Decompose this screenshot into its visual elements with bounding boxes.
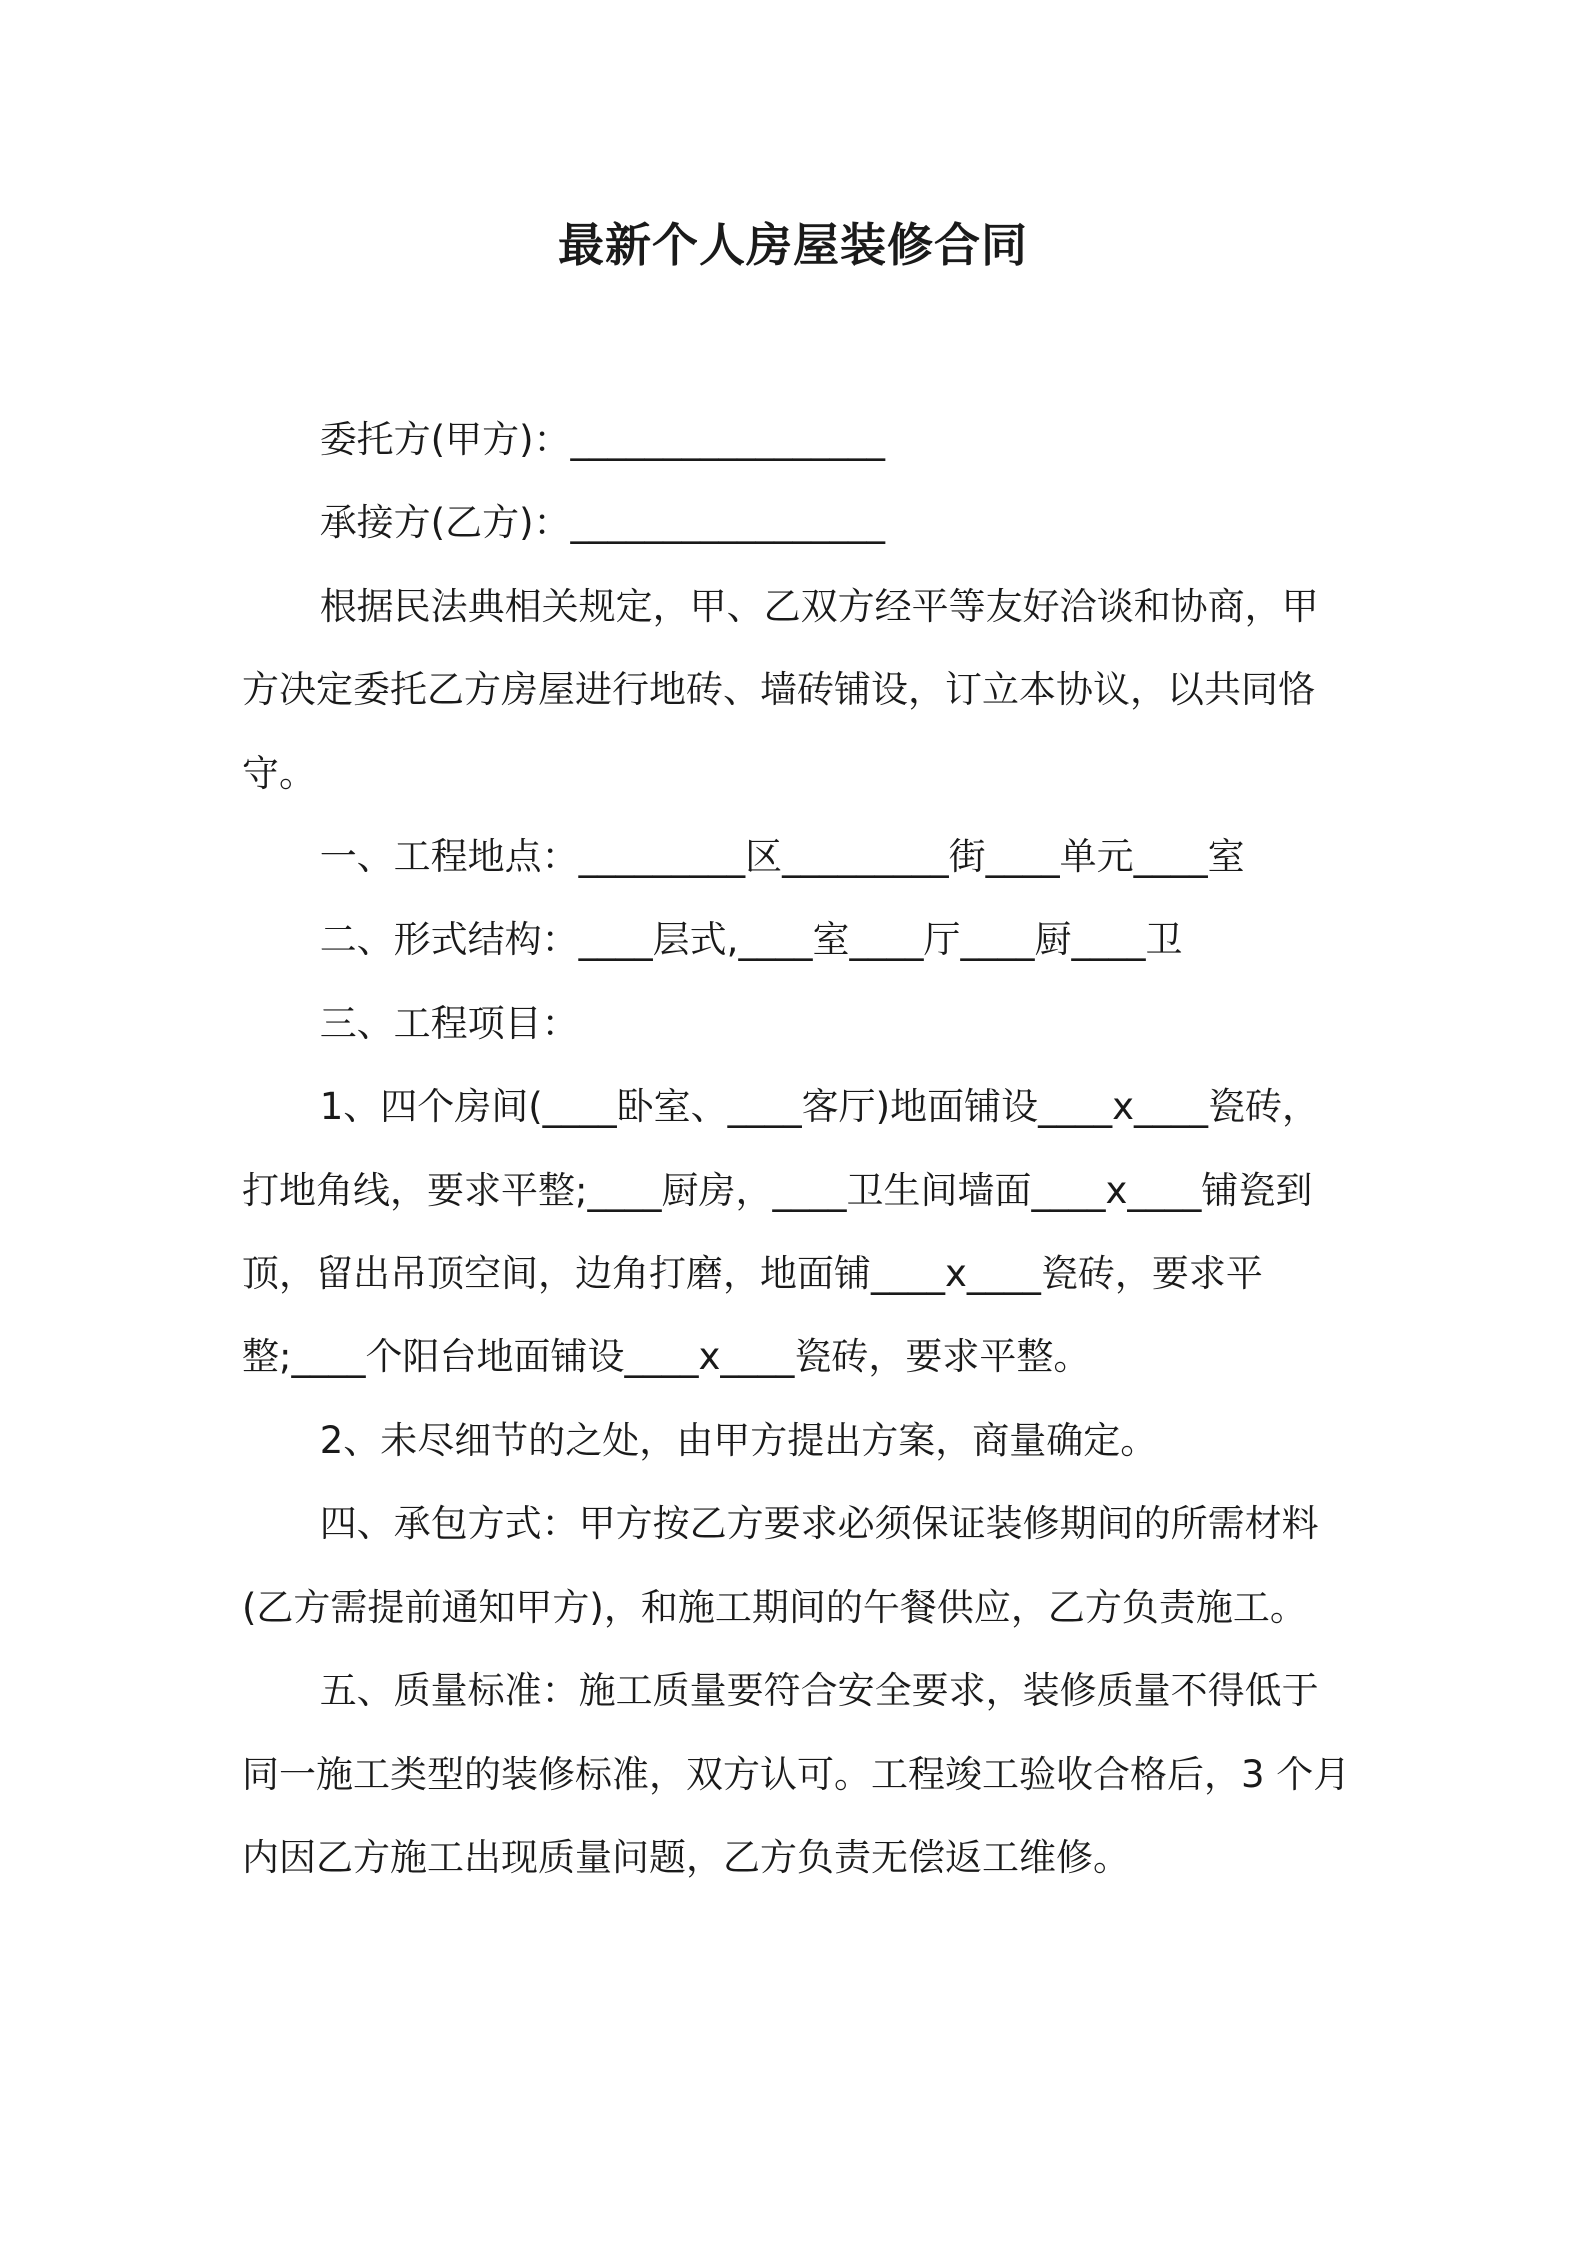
section-contract-method: 四、承包方式：甲方按乙方要求必须保证装修期间的所需材料(乙方需提前通知甲方)，和施工期间的午餐供应，乙方负责施工。	[242, 1502, 1319, 1629]
party-a-line: 委托方(甲方)：_________________	[319, 418, 886, 461]
section-structure: 二、形式结构：____层式,____室____厅____厨____卫	[319, 918, 1183, 962]
project-item-1: 1、四个房间(____卧室、____客厅)地面铺设____x____瓷砖，打地角线，要求平整;____厨房，____卫生间墙面____x____铺瓷到顶，留出吊顶空间，边角打磨，地面铺____x____瓷砖，要求平整;____个阳台地面铺设____x____瓷砖，要求平整。	[242, 1085, 1319, 1379]
document-body	[242, 398, 1354, 1899]
project-item-2: 2、未尽细节的之处，由甲方提出方案，商量确定。	[319, 1418, 1158, 1462]
section-quality-standard: 五、质量标准：施工质量要符合安全要求，装修质量不得低于同一施工类型的装修标准，双方认可。工程竣工验收合格后，3 个月内因乙方施工出现质量问题，乙方负责无偿返工维修。	[242, 1669, 1351, 1879]
section-project-items: 三、工程项目：	[319, 1001, 579, 1045]
party-b-line: 承接方(乙方)：_________________	[319, 501, 886, 545]
document-title: 最新个人房屋装修合同	[558, 218, 1028, 272]
section-project-location: 一、工程地点：_________区_________街____单元____室	[319, 835, 1245, 879]
intro-paragraph: 根据民法典相关规定，甲、乙双方经平等友好洽谈和协商，甲方决定委托乙方房屋进行地砖、墙砖铺设，订立本协议，以共同恪守。	[242, 584, 1319, 795]
